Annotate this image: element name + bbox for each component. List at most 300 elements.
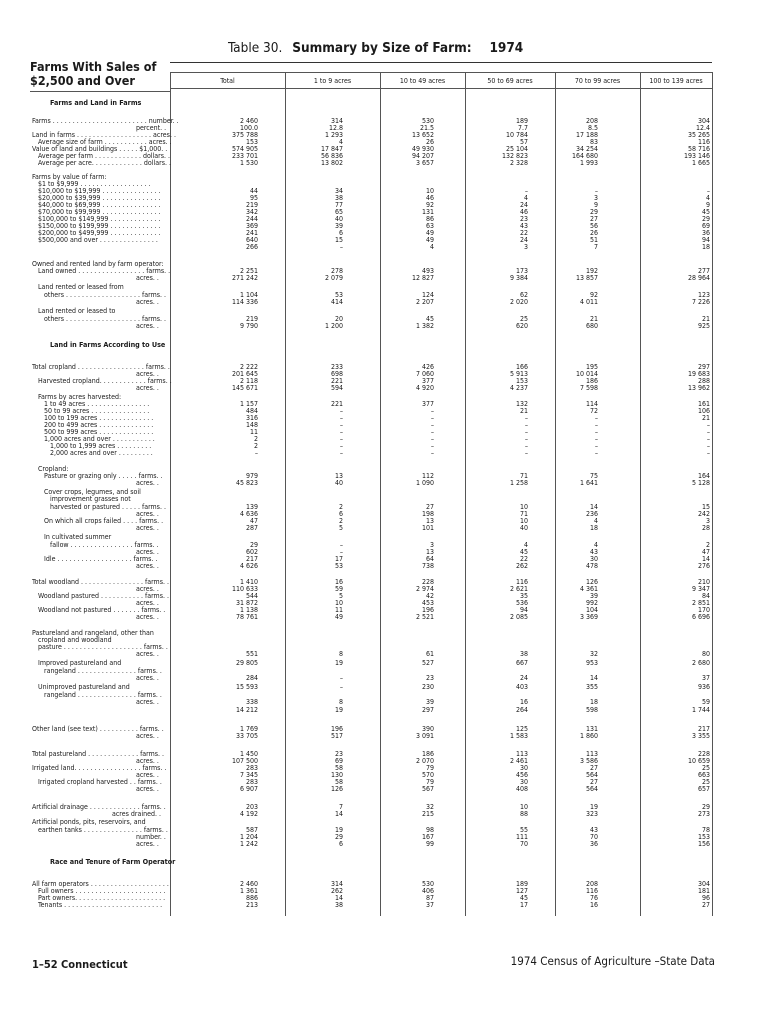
table-cell: 44	[249, 187, 258, 195]
table-cell: 3	[429, 541, 434, 549]
table-cell: 47	[701, 548, 710, 556]
row-label: 2,000 acres and over . . . . . . . . .	[32, 449, 153, 457]
table-cell: 2	[253, 435, 258, 443]
table-cell: 49	[425, 236, 434, 244]
table-cell: 219	[245, 315, 258, 323]
table-cell: 94 207	[411, 152, 434, 160]
table-cell: 14	[589, 503, 598, 511]
table-cell: 5 913	[509, 370, 528, 378]
row-label: acres. .	[32, 599, 159, 607]
table-cell: 1 860	[579, 732, 598, 740]
table-cell: 29	[589, 208, 598, 216]
table-cell: 49	[425, 229, 434, 237]
table-cell: 170	[697, 606, 710, 614]
table-cell: 4	[705, 194, 710, 202]
table-cell: 316	[245, 414, 258, 422]
table-cell: 408	[515, 785, 528, 793]
row-label: acres. .	[32, 650, 159, 658]
table-cell: 113	[585, 750, 598, 758]
table-cell: 14	[589, 674, 598, 682]
section-title: Farms With Sales of $2,500 and Over	[30, 59, 157, 88]
table-cell: –	[706, 421, 710, 429]
table-cell: 271 242	[231, 274, 258, 282]
table-cell: 1 138	[239, 606, 258, 614]
row-label: Land rented or leased to	[32, 307, 116, 315]
row-label: Land in farms . . . . . . . . . . . . . . . . . . . acres. .	[32, 131, 176, 139]
table-cell: 30	[519, 764, 528, 772]
table-cell: 1 293	[324, 131, 343, 139]
table-cell: 12 827	[411, 274, 434, 282]
table-cell: 10	[519, 503, 528, 511]
table-cell: 484	[245, 407, 258, 415]
table-cell: 283	[245, 778, 258, 786]
column-divider	[170, 72, 171, 916]
table-cell: 6	[338, 840, 343, 848]
row-label: Average per farm . . . . . . . . . . . . dollars. .	[32, 152, 171, 160]
row-label: acres. .	[32, 524, 159, 532]
table-cell: 39	[589, 592, 598, 600]
table-cell: 217	[697, 725, 710, 733]
table-cell: 530	[421, 117, 434, 125]
table-cell: 13 652	[411, 131, 434, 139]
table-cell: 314	[330, 880, 343, 888]
row-label: acres. .	[32, 585, 159, 593]
table-cell: 49 930	[411, 145, 434, 153]
table-cell: –	[430, 421, 434, 429]
row-label: Farms by value of farm:	[32, 173, 107, 181]
row-label: Pastureland and rangeland, other than	[32, 629, 154, 637]
table-cell: –	[339, 428, 343, 436]
table-cell: 10	[519, 517, 528, 525]
table-cell: 34 254	[575, 145, 598, 153]
table-cell: 297	[421, 706, 434, 714]
table-cell: –	[706, 435, 710, 443]
publication-title: 1974 Census of Agriculture –State Data	[510, 954, 715, 968]
row-label: $1 to $9,999 . . . . . . . . . . . . . . . . . .	[32, 180, 151, 188]
table-cell: 95	[249, 194, 258, 202]
table-cell: 663	[697, 771, 710, 779]
row-label: acres. .	[32, 370, 159, 378]
table-cell: 277	[697, 267, 710, 275]
table-cell: 7 598	[579, 384, 598, 392]
table-cell: 4 192	[239, 810, 258, 818]
table-cell: 45	[701, 208, 710, 216]
table-cell: 10	[519, 803, 528, 811]
table-cell: 76	[589, 894, 598, 902]
row-label: Idle . . . . . . . . . . . . . . . . . . . farms. .	[32, 555, 158, 563]
row-label: acres. .	[32, 674, 159, 682]
table-cell: 24	[519, 201, 528, 209]
table-cell: 49	[334, 613, 343, 621]
table-cell: 116	[585, 887, 598, 895]
row-label: Total pastureland . . . . . . . . . . . . . farms. .	[32, 750, 165, 758]
table-cell: 228	[421, 578, 434, 586]
row-label: acres. .	[32, 510, 159, 518]
table-cell: 189	[515, 880, 528, 888]
table-cell: 11	[249, 428, 258, 436]
table-cell: 7 060	[415, 370, 434, 378]
table-cell: 196	[330, 725, 343, 733]
table-cell: 111	[515, 833, 528, 841]
table-cell: 3 586	[579, 757, 598, 765]
table-cell: 69	[334, 757, 343, 765]
table-cell: 198	[421, 510, 434, 518]
row-label: $70,000 to $99,999 . . . . . . . . . . . . . . .	[32, 208, 161, 216]
table-cell: 2 460	[239, 117, 258, 125]
row-label: acres. .	[32, 613, 159, 621]
table-cell: 126	[585, 578, 598, 586]
table-cell: 598	[585, 706, 598, 714]
row-label: Unimproved pastureland and	[32, 683, 130, 691]
table-cell: 19	[334, 659, 343, 667]
table-cell: 88	[519, 810, 528, 818]
table-cell: 262	[330, 887, 343, 895]
table-cell: 40	[334, 479, 343, 487]
table-cell: 13 962	[687, 384, 710, 392]
table-cell: 10	[425, 187, 434, 195]
table-cell: 107 500	[231, 757, 258, 765]
table-cell: 4 361	[579, 585, 598, 593]
table-cell: –	[430, 407, 434, 415]
table-cell: 14	[334, 810, 343, 818]
table-cell: 101	[421, 524, 434, 532]
row-label: $200,000 to $499,999 . . . . . . . . . . . . .	[32, 229, 161, 237]
table-cell: 45	[519, 894, 528, 902]
table-cell: 210	[697, 578, 710, 586]
table-cell: 77	[334, 201, 343, 209]
row-label: earthen tanks . . . . . . . . . . . . . . . farms. .	[32, 826, 168, 834]
table-cell: 15 593	[235, 683, 258, 691]
table-cell: 51	[589, 236, 598, 244]
table-cell: 5 128	[691, 479, 710, 487]
table-cell: 32	[589, 650, 598, 658]
table-cell: 47	[249, 517, 258, 525]
table-cell: 131	[585, 725, 598, 733]
table-cell: –	[339, 407, 343, 415]
table-cell: 9	[705, 201, 710, 209]
table-cell: 13 802	[320, 159, 343, 167]
row-label: percent. .	[32, 124, 167, 132]
table-cell: 63	[425, 222, 434, 230]
table-cell: 551	[245, 650, 258, 658]
row-label: cropland and woodland	[32, 636, 112, 644]
table-cell: 123	[697, 291, 710, 299]
row-label: Irrigated land. . . . . . . . . . . . . . . . . farms. .	[32, 764, 167, 772]
table-cell: 6	[338, 510, 343, 518]
table-cell: 1 157	[239, 400, 258, 408]
table-cell: 132	[515, 400, 528, 408]
table-cell: 11	[334, 606, 343, 614]
table-cell: 148	[245, 421, 258, 429]
table-cell: 37	[425, 901, 434, 909]
table-cell: 1 530	[239, 159, 258, 167]
table-cell: 1 242	[239, 840, 258, 848]
table-cell: –	[430, 414, 434, 422]
row-label: rangeland . . . . . . . . . . . . . . . farms. .	[32, 667, 162, 675]
row-label: Harvested cropland. . . . . . . . . . . . farms. .	[32, 377, 172, 385]
table-cell: 69	[701, 222, 710, 230]
table-cell: 164 680	[571, 152, 598, 160]
column-header: 10 to 49 acres	[399, 77, 446, 85]
row-label: acres. .	[32, 771, 159, 779]
table-cell: 17 847	[320, 145, 343, 153]
table-cell: 2 207	[415, 298, 434, 306]
table-cell: –	[594, 449, 598, 457]
table-cell: 79	[425, 778, 434, 786]
table-cell: –	[430, 435, 434, 443]
table-cell: 377	[421, 400, 434, 408]
row-label: rangeland . . . . . . . . . . . . . . . farms. .	[32, 691, 162, 699]
row-label: pasture . . . . . . . . . . . . . . . . . . . . farms. .	[32, 643, 168, 651]
table-cell: 2	[338, 503, 343, 511]
table-cell: –	[594, 435, 598, 443]
table-cell: 192	[585, 267, 598, 275]
table-cell: 2 851	[691, 599, 710, 607]
table-cell: 4	[429, 243, 434, 251]
table-cell: 45	[425, 315, 434, 323]
table-cell: 266	[245, 243, 258, 251]
table-cell: 32	[425, 803, 434, 811]
table-cell: 173	[515, 267, 528, 275]
table-cell: 40	[334, 215, 343, 223]
table-cell: 2 621	[509, 585, 528, 593]
table-cell: 5	[338, 524, 343, 532]
table-cell: 1 744	[691, 706, 710, 714]
table-cell: 21	[701, 414, 710, 422]
table-cell: 992	[585, 599, 598, 607]
table-cell: 39	[425, 698, 434, 706]
table-cell: 213	[245, 901, 258, 909]
table-cell: 92	[589, 291, 598, 299]
table-cell: 536	[515, 599, 528, 607]
table-cell: 87	[425, 894, 434, 902]
table-cell: 29 805	[235, 659, 258, 667]
table-cell: 3	[593, 194, 598, 202]
table-cell: –	[706, 187, 710, 195]
table-cell: –	[339, 674, 343, 682]
header-top-rule	[170, 72, 712, 73]
table-cell: 35	[519, 592, 528, 600]
table-cell: 25	[519, 315, 528, 323]
table-cell: –	[430, 442, 434, 450]
table-cell: 36	[589, 840, 598, 848]
table-cell: 640	[245, 236, 258, 244]
table-cell: 2 020	[509, 298, 528, 306]
table-cell: 38	[334, 194, 343, 202]
table-cell: 680	[585, 322, 598, 330]
table-cell: 64	[425, 555, 434, 563]
table-cell: 2 680	[691, 659, 710, 667]
row-label: harvested or pastured . . . . . farms. .	[32, 503, 166, 511]
table-cell: 22	[519, 555, 528, 563]
row-label: Pasture or grazing only . . . . . farms. .	[32, 472, 163, 480]
table-cell: 1 204	[239, 833, 258, 841]
table-cell: 587	[245, 826, 258, 834]
table-cell: 26	[425, 138, 434, 146]
row-label: fallow . . . . . . . . . . . . . . . . farms. .	[32, 541, 159, 549]
table-cell: 181	[697, 887, 710, 895]
table-cell: 233 701	[231, 152, 258, 160]
table-cell: 9	[593, 201, 598, 209]
table-cell: –	[524, 442, 528, 450]
table-cell: 196	[421, 606, 434, 614]
table-cell: 167	[421, 833, 434, 841]
table-cell: 37	[701, 674, 710, 682]
table-cell: 208	[585, 117, 598, 125]
table-cell: 217	[245, 555, 258, 563]
table-cell: 23	[334, 750, 343, 758]
table-cell: 71	[519, 510, 528, 518]
row-label: acres. .	[32, 732, 159, 740]
table-cell: 6 907	[239, 785, 258, 793]
table-cell: 94	[701, 236, 710, 244]
row-label: Woodland not pastured . . . . . . . farms. .	[32, 606, 166, 614]
table-cell: 153	[515, 377, 528, 385]
table-cell: 3 091	[415, 732, 434, 740]
table-cell: 72	[589, 407, 598, 415]
row-label: 500 to 999 acres . . . . . . . . . . . . . .	[32, 428, 154, 436]
table-cell: –	[524, 414, 528, 422]
table-cell: 2 251	[239, 267, 258, 275]
table-cell: 17 188	[575, 131, 598, 139]
table-cell: 23	[519, 215, 528, 223]
table-cell: 620	[515, 322, 528, 330]
table-cell: 189	[515, 117, 528, 125]
table-cell: 544	[245, 592, 258, 600]
table-cell: 2 461	[509, 757, 528, 765]
table-cell: 1 993	[579, 159, 598, 167]
row-label: Artificial ponds, pits, reservoirs, and	[32, 818, 146, 826]
table-cell: 24	[519, 236, 528, 244]
table-cell: –	[339, 449, 343, 457]
table-top-rule	[170, 62, 712, 63]
table-cell: 1 769	[239, 725, 258, 733]
table-cell: 979	[245, 472, 258, 480]
table-cell: 936	[697, 683, 710, 691]
table-cell: –	[594, 442, 598, 450]
table-cell: 156	[697, 840, 710, 848]
table-cell: 3 657	[415, 159, 434, 167]
table-cell: 215	[421, 810, 434, 818]
table-cell: 406	[421, 887, 434, 895]
table-cell: 28	[701, 524, 710, 532]
table-cell: 27	[589, 778, 598, 786]
table-cell: –	[524, 435, 528, 443]
table-cell: 4	[593, 517, 598, 525]
table-cell: 80	[701, 650, 710, 658]
table-cell: 61	[425, 650, 434, 658]
table-cell: 4	[593, 541, 598, 549]
row-label: Owned and rented land by farm operator:	[32, 260, 164, 268]
table-cell: 45 823	[235, 479, 258, 487]
table-cell: 273	[697, 810, 710, 818]
table-cell: 14 212	[235, 706, 258, 714]
table-cell: 59	[334, 585, 343, 593]
table-cell: 22	[519, 229, 528, 237]
row-label: 100 to 199 acres . . . . . . . . . . . . . .	[32, 414, 154, 422]
row-label: Farms . . . . . . . . . . . . . . . . . . . . . . . . number. .	[32, 117, 179, 125]
table-cell: 7 345	[239, 771, 258, 779]
table-cell: 369	[245, 222, 258, 230]
table-cell: 12.4	[695, 124, 710, 132]
section-heading: Land in Farms According to Use	[50, 340, 166, 349]
row-label: acres. .	[32, 840, 159, 848]
table-cell: 78 761	[235, 613, 258, 621]
table-cell: 21	[589, 315, 598, 323]
table-cell: 375 788	[231, 131, 258, 139]
row-label: Average size of farm . . . . . . . . . . . acres. .	[32, 138, 172, 146]
table-cell: 19	[589, 803, 598, 811]
table-cell: 125	[515, 725, 528, 733]
row-label: acres. .	[32, 298, 159, 306]
table-cell: 43	[589, 826, 598, 834]
row-label: Land owned . . . . . . . . . . . . . . . . . farms. .	[32, 267, 171, 275]
table-cell: 33 705	[235, 732, 258, 740]
table-cell: 241	[245, 229, 258, 237]
table-cell: 355	[585, 683, 598, 691]
row-label: Artificial drainage . . . . . . . . . . . . . farms. .	[32, 803, 166, 811]
table-cell: 55	[519, 826, 528, 834]
table-cell: 43	[519, 222, 528, 230]
row-label: acres. .	[32, 698, 159, 706]
table-cell: 46	[425, 194, 434, 202]
table-cell: 104	[585, 606, 598, 614]
table-cell: 297	[697, 363, 710, 371]
table-cell: 1 200	[324, 322, 343, 330]
table-cell: 5	[338, 592, 343, 600]
row-label: others . . . . . . . . . . . . . . . . . . . farms. .	[32, 291, 166, 299]
table-cell: 20	[334, 315, 343, 323]
row-label: 1,000 acres and over . . . . . . . . . . .	[32, 435, 155, 443]
table-cell: 288	[697, 377, 710, 385]
table-cell: 17	[519, 901, 528, 909]
column-divider	[640, 72, 641, 916]
table-cell: 56	[589, 222, 598, 230]
row-label: Total cropland . . . . . . . . . . . . . . . . . farms. .	[32, 363, 170, 371]
table-cell: –	[339, 435, 343, 443]
row-label: Improved pastureland and	[32, 659, 122, 667]
table-cell: 40	[519, 524, 528, 532]
table-cell: 2	[338, 517, 343, 525]
table-cell: 12.8	[328, 124, 343, 132]
column-divider	[555, 72, 556, 916]
table-cell: 29	[334, 833, 343, 841]
table-cell: –	[339, 683, 343, 691]
row-label: acres. .	[32, 548, 159, 556]
table-cell: 71	[519, 472, 528, 480]
table-cell: 62	[519, 291, 528, 299]
table-cell: 161	[697, 400, 710, 408]
table-cell: 527	[421, 659, 434, 667]
table-cell: –	[594, 414, 598, 422]
table-cell: 27	[589, 764, 598, 772]
table-cell: 113	[515, 750, 528, 758]
row-label: In cultivated summer	[32, 533, 112, 541]
table-cell: 2 118	[239, 377, 258, 385]
table-cell: 233	[330, 363, 343, 371]
table-cell: 145 671	[231, 384, 258, 392]
row-label: Value of land and buildings . . . . . $1,000. .	[32, 145, 168, 153]
table-cell: 564	[585, 785, 598, 793]
table-cell: 186	[585, 377, 598, 385]
table-cell: –	[339, 421, 343, 429]
table-cell: 2 070	[415, 757, 434, 765]
column-divider	[380, 72, 381, 916]
table-cell: 7.7	[517, 124, 528, 132]
table-cell: 14	[334, 894, 343, 902]
table-cell: 283	[245, 764, 258, 772]
table-cell: 1 641	[579, 479, 598, 487]
